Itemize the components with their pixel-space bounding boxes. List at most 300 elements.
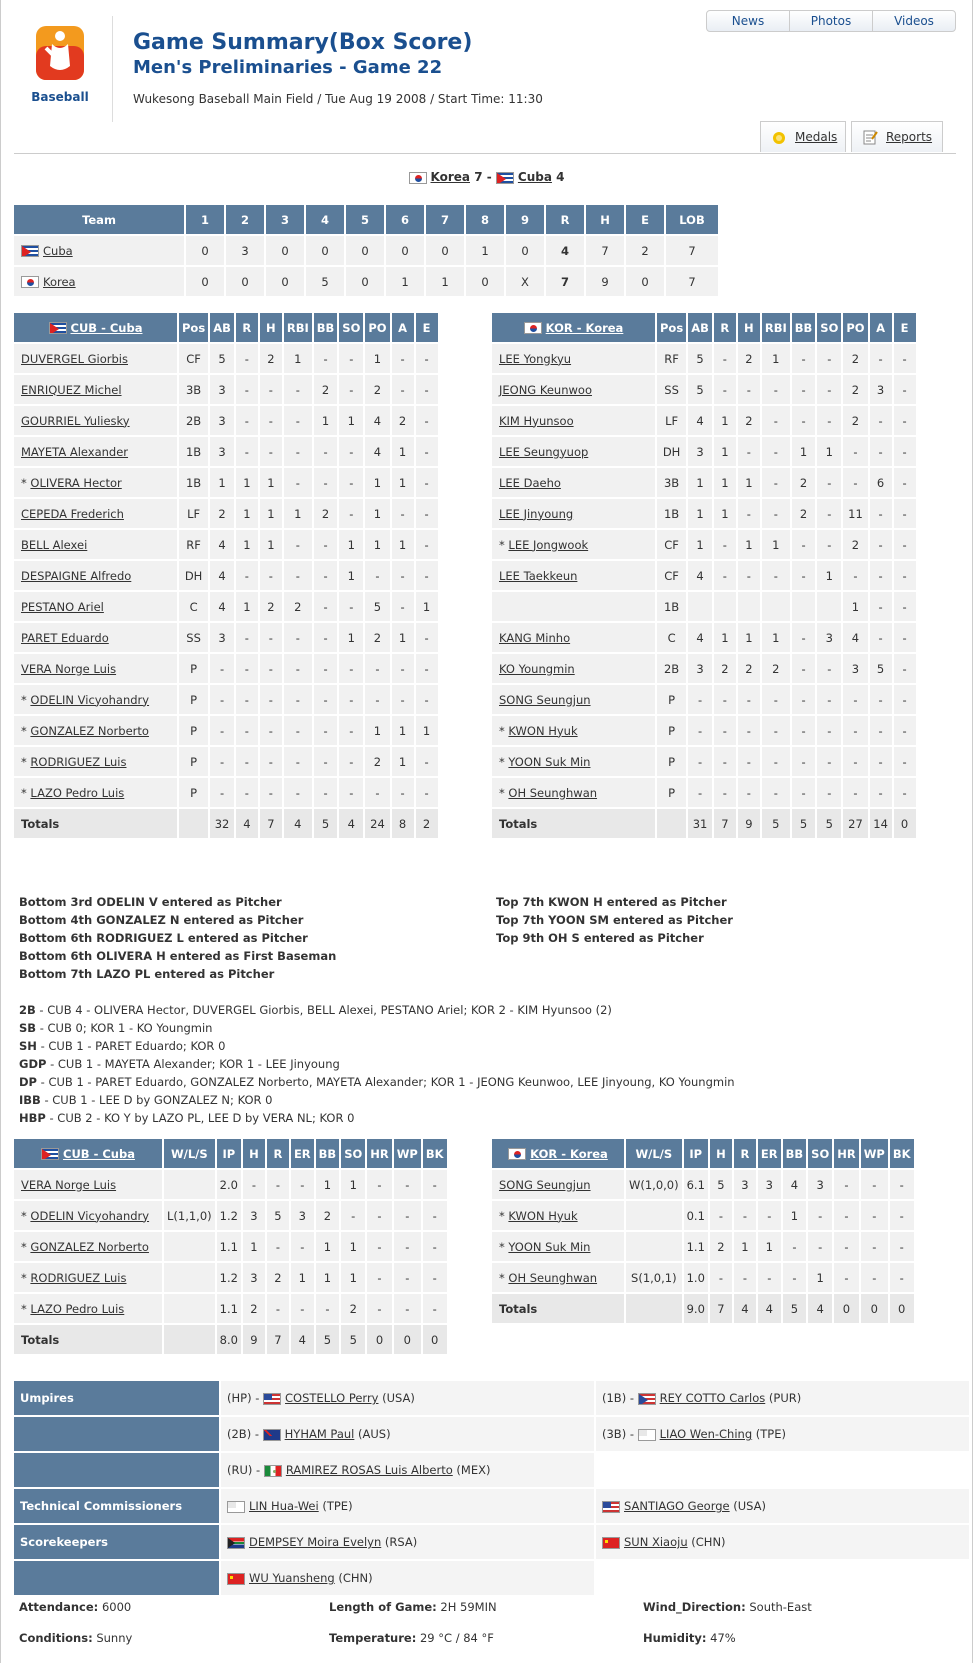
player-link[interactable]: YOON Suk Min: [508, 1239, 591, 1254]
substitution-event: Bottom 3rd ODELIN V entered as Pitcher: [19, 895, 282, 909]
stat-cell: -: [394, 1201, 421, 1230]
stat-cell: -: [738, 716, 760, 745]
tab-reports[interactable]: [851, 121, 943, 152]
stat-cell: 1: [817, 437, 841, 466]
stat-cell: -: [738, 747, 760, 776]
stat-cell: [164, 1263, 215, 1292]
line-score-cell: 1: [386, 267, 424, 296]
totals-cell: 0: [834, 1294, 858, 1323]
stat-cell: 1: [341, 1170, 365, 1199]
officials-role: Umpires: [14, 1381, 219, 1415]
col-header: E: [416, 313, 438, 342]
official-name-link[interactable]: DEMPSEY Moira Evelyn: [249, 1535, 382, 1549]
player-link[interactable]: KWON Hyuk: [508, 1208, 578, 1223]
stat-cell: -: [710, 1263, 732, 1292]
note-value: CUB 0; KOR 1 - KO Youngmin: [47, 1021, 213, 1035]
player-link[interactable]: BELL Alexei: [21, 537, 88, 552]
table-row: [14, 1201, 447, 1230]
official-country: (CHN): [687, 1535, 726, 1549]
official-name-link[interactable]: REY COTTO Carlos: [659, 1391, 766, 1405]
player-link[interactable]: KO Youngmin: [499, 661, 575, 676]
totals-cell: 7: [267, 1325, 289, 1354]
official-name-link[interactable]: SUN Xiaoju: [624, 1535, 688, 1549]
stat-cell: -: [339, 716, 363, 745]
player-cell: [14, 499, 177, 528]
result-team2[interactable]: Cuba: [517, 170, 552, 184]
stat-cell: P: [179, 654, 208, 683]
stat-cell: -: [843, 685, 867, 714]
player-link[interactable]: LEE Daeho: [499, 475, 561, 490]
table-row: [492, 778, 916, 807]
official-country: (TPE): [318, 1499, 353, 1513]
cuba-flag-icon: [496, 172, 514, 184]
player-cell: [14, 747, 177, 776]
player-link[interactable]: GONZALEZ Norberto: [30, 1239, 149, 1254]
stat-cell: -: [870, 685, 892, 714]
result-separator: -: [486, 170, 492, 184]
team-header-link[interactable]: KOR - Korea: [530, 1146, 608, 1161]
stat-cell: P: [179, 685, 208, 714]
player-cell: [492, 499, 655, 528]
player-cell: [492, 716, 655, 745]
player-link[interactable]: YOON Suk Min: [508, 754, 591, 769]
stat-cell: -: [339, 344, 363, 373]
official-name-link[interactable]: WU Yuansheng: [249, 1571, 335, 1585]
stat-cell: -: [341, 1201, 365, 1230]
stat-cell: -: [762, 778, 790, 807]
stat-cell: -: [710, 1201, 732, 1230]
line-score-cell: 0: [626, 267, 664, 296]
stat-cell: 11: [843, 499, 867, 528]
conditions: Conditions: Sunny: [19, 1631, 133, 1645]
player-link[interactable]: PARET Eduardo: [21, 630, 109, 645]
pitching-table-cuba: [12, 1137, 449, 1356]
team-header-link[interactable]: KOR - Korea: [545, 320, 624, 335]
stat-cell: -: [416, 437, 438, 466]
stat-cell: CF: [657, 530, 686, 559]
stat-cell: P: [657, 716, 686, 745]
totals-cell: [179, 809, 208, 838]
stat-cell: 3: [243, 1201, 265, 1230]
line-score-cell: 0: [506, 236, 544, 265]
player-cell: [14, 468, 177, 497]
official-position: (HP) -: [227, 1391, 264, 1405]
table-row: [492, 499, 916, 528]
game-length: Length of Game: 2H 59MIN: [329, 1600, 497, 1614]
official-position: (3B) -: [602, 1427, 638, 1441]
player-link[interactable]: LEE Jinyoung: [499, 506, 574, 521]
stat-cell: 1: [365, 468, 389, 497]
stat-cell: -: [734, 1263, 756, 1292]
totals-row: [492, 1294, 914, 1323]
totals-cell: 7: [714, 809, 736, 838]
table-row: [492, 375, 916, 404]
player-link[interactable]: LEE Jongwook: [508, 537, 589, 552]
official-name-link[interactable]: SANTIAGO George: [624, 1499, 730, 1513]
player-cell: [492, 623, 655, 652]
cuba-flag-icon: [21, 245, 39, 257]
totals-cell: 32: [210, 809, 234, 838]
stat-cell: 2: [738, 654, 760, 683]
team-header: [492, 1139, 624, 1168]
stat-cell: -: [758, 1263, 781, 1292]
stat-cell: 1: [808, 1263, 832, 1292]
stat-cell: 1: [738, 468, 760, 497]
stat-cell: 3: [808, 1170, 832, 1199]
stat-cell: -: [260, 437, 282, 466]
player-link[interactable]: LEE Yongkyu: [499, 351, 572, 366]
substitute-marker: *: [21, 1239, 31, 1254]
line-score-cell: 0: [186, 267, 224, 296]
line-score-cell: 7: [586, 236, 624, 265]
player-link[interactable]: KANG Minho: [499, 630, 571, 645]
stat-cell: 1: [260, 499, 282, 528]
stat-cell: -: [714, 747, 736, 776]
totals-cell: 5: [792, 809, 816, 838]
result-team1[interactable]: Korea: [430, 170, 470, 184]
stat-cell: 3: [291, 1201, 314, 1230]
stat-cell: 2: [792, 499, 816, 528]
stat-cell: 3: [210, 437, 234, 466]
stat-cell: -: [339, 592, 363, 621]
stat-cell: -: [314, 654, 338, 683]
table-row: [14, 1170, 447, 1199]
stat-cell: 5: [267, 1201, 289, 1230]
col-header: SO: [808, 1139, 832, 1168]
stat-cell: -: [834, 1201, 858, 1230]
totals-label: Totals: [14, 809, 177, 838]
totals-cell: 4: [758, 1294, 781, 1323]
stat-cell: -: [339, 778, 363, 807]
stat-cell: -: [861, 1263, 888, 1292]
stat-cell: 1: [392, 747, 414, 776]
table-row: [14, 1294, 447, 1323]
stat-cell: 1: [392, 468, 414, 497]
col-header: BK: [890, 1139, 914, 1168]
totals-cell: 7: [710, 1294, 732, 1323]
stat-cell: -: [423, 1201, 447, 1230]
table-row: [14, 623, 438, 652]
stat-cell: -: [894, 747, 916, 776]
stat-cell: -: [817, 375, 841, 404]
official-name-link[interactable]: LIAO Wen-Ching: [659, 1427, 753, 1441]
totals-cell: 0: [367, 1325, 391, 1354]
line-score-cell: 0: [346, 267, 384, 296]
stat-cell: -: [210, 747, 234, 776]
totals-cell: 4: [236, 809, 258, 838]
player-link[interactable]: PESTANO Ariel: [21, 599, 104, 614]
header: [0, 0, 973, 155]
substitute-marker: *: [499, 723, 509, 738]
table-row: [492, 1201, 914, 1230]
player-cell: [14, 1263, 162, 1292]
col-header: AB: [210, 313, 234, 342]
totals-cell: 24: [365, 809, 389, 838]
stat-cell: -: [416, 468, 438, 497]
stat-cell: -: [843, 561, 867, 590]
substitute-marker: *: [21, 475, 31, 490]
totals-label: Totals: [492, 809, 655, 838]
stat-cell: -: [394, 1263, 421, 1292]
nav-news[interactable]: News: [707, 11, 790, 31]
stat-cell: P: [179, 716, 208, 745]
stat-cell: 2: [762, 654, 790, 683]
totals-cell: 9: [243, 1325, 265, 1354]
player-link[interactable]: LEE Taekkeun: [499, 568, 578, 583]
stat-cell: -: [817, 468, 841, 497]
official-cell: [221, 1381, 594, 1415]
stat-cell: -: [738, 437, 760, 466]
stat-cell: -: [894, 716, 916, 745]
stat-cell: 4: [365, 437, 389, 466]
stat-cell: -: [210, 716, 234, 745]
line-score-col-header: R: [546, 205, 584, 234]
totals-cell: 0: [394, 1325, 421, 1354]
stat-cell: [164, 1294, 215, 1323]
player-link[interactable]: VERA Norge Luis: [21, 1177, 117, 1192]
totals-label: Totals: [492, 1294, 624, 1323]
official-cell: [221, 1453, 594, 1487]
table-row: [492, 1232, 914, 1261]
totals-cell: 2: [416, 809, 438, 838]
player-link[interactable]: KWON Hyuk: [508, 723, 578, 738]
stat-cell: 4: [688, 561, 712, 590]
line-score-cell: 0: [426, 236, 464, 265]
stat-cell: -: [817, 716, 841, 745]
batting-table-korea: [490, 311, 918, 840]
stat-cell: 1B: [657, 592, 686, 621]
line-score-col-header: 8: [466, 205, 504, 234]
stat-cell: -: [870, 747, 892, 776]
stat-cell: 3: [758, 1170, 781, 1199]
col-header: RBI: [762, 313, 790, 342]
stat-cell: 4: [783, 1170, 807, 1199]
stat-cell: -: [714, 344, 736, 373]
stat-cell: -: [260, 623, 282, 652]
stat-cell: -: [367, 1170, 391, 1199]
header-rule: [14, 153, 956, 154]
stat-cell: 1.2: [217, 1263, 241, 1292]
line-score-cell: X: [506, 267, 544, 296]
stat-cell: -: [834, 1232, 858, 1261]
officials-table: [12, 1379, 971, 1597]
player-link[interactable]: DUVERGEL Giorbis: [21, 351, 128, 366]
stat-cell: -: [783, 1232, 807, 1261]
player-link[interactable]: SONG Seungjun: [499, 1177, 591, 1192]
substitution-event: Top 7th YOON SM entered as Pitcher: [496, 913, 733, 927]
table-row: [14, 778, 438, 807]
player-link[interactable]: ODELIN Vicyohandry: [30, 692, 150, 707]
stat-cell: 1: [416, 592, 438, 621]
officials-row: [14, 1381, 969, 1415]
stat-cell: 1.0: [684, 1263, 708, 1292]
player-link[interactable]: DESPAIGNE Alfredo: [21, 568, 132, 583]
player-link[interactable]: OH Seunghwan: [508, 1270, 598, 1285]
player-cell: [14, 1170, 162, 1199]
stat-cell: -: [236, 437, 258, 466]
officials-empty: [596, 1453, 969, 1487]
player-cell: [14, 344, 177, 373]
col-header: WP: [394, 1139, 421, 1168]
stat-cell: -: [423, 1232, 447, 1261]
substitute-marker: *: [21, 785, 31, 800]
stat-cell: 1: [734, 1232, 756, 1261]
team-link[interactable]: Korea: [43, 274, 76, 289]
stat-cell: 3: [210, 623, 234, 652]
stat-cell: [792, 592, 816, 621]
player-link[interactable]: LEE Seungyuop: [499, 444, 589, 459]
line-score-col-header: E: [626, 205, 664, 234]
stat-cell: 2: [260, 592, 282, 621]
team-header-link[interactable]: CUB - Cuba: [63, 1146, 135, 1161]
player-link[interactable]: ENRIQUEZ Michel: [21, 382, 122, 397]
stat-cell: -: [260, 406, 282, 435]
stat-cell: -: [236, 344, 258, 373]
player-cell: [492, 344, 655, 373]
team-link[interactable]: Cuba: [43, 243, 73, 258]
stat-cell: -: [339, 747, 363, 776]
tab-medals[interactable]: [760, 121, 846, 152]
stat-cell: -: [762, 437, 790, 466]
line-score-cell: 0: [386, 236, 424, 265]
cuba-flag-icon: [41, 1148, 59, 1160]
col-header: RBI: [284, 313, 312, 342]
stat-cell: 2: [316, 1201, 340, 1230]
player-cell: [14, 1201, 162, 1230]
player-link[interactable]: JEONG Keunwoo: [499, 382, 592, 397]
line-score-col-header: 3: [266, 205, 304, 234]
officials-role: [14, 1561, 219, 1595]
player-link[interactable]: GONZALEZ Norberto: [30, 723, 149, 738]
table-row: [14, 468, 438, 497]
totals-cell: 9: [738, 809, 760, 838]
player-link[interactable]: CEPEDA Frederich: [21, 506, 124, 521]
stat-cell: -: [416, 654, 438, 683]
player-link[interactable]: KIM Hyunsoo: [499, 413, 574, 428]
totals-cell: 0: [861, 1294, 888, 1323]
stat-cell: -: [894, 375, 916, 404]
stat-cell: -: [236, 747, 258, 776]
player-cell: [492, 561, 655, 590]
official-cell: [221, 1525, 594, 1559]
table-row: [14, 499, 438, 528]
official-name-link[interactable]: COSTELLO Perry: [285, 1391, 379, 1405]
note-value: CUB 1 - PARET Eduardo; KOR 0: [48, 1039, 226, 1053]
nav-videos[interactable]: Videos: [894, 14, 934, 28]
stat-cell: 1: [762, 344, 790, 373]
official-position: (2B) -: [227, 1427, 263, 1441]
team-header-link[interactable]: CUB - Cuba: [70, 320, 143, 335]
official-name-link[interactable]: HYHAM Paul: [284, 1427, 355, 1441]
stat-cell: 1: [416, 716, 438, 745]
totals-cell: 4: [339, 809, 363, 838]
player-link[interactable]: MAYETA Alexander: [21, 444, 129, 459]
stat-cell: -: [762, 716, 790, 745]
table-row: [14, 344, 438, 373]
stat-cell: -: [236, 375, 258, 404]
totals-cell: 8: [392, 809, 414, 838]
stat-cell: 3: [843, 654, 867, 683]
stat-cell: -: [738, 685, 760, 714]
col-header: ER: [291, 1139, 314, 1168]
korea-flag-icon: [409, 172, 427, 184]
officials-row: [14, 1525, 969, 1559]
stat-cell: -: [260, 654, 282, 683]
line-score-col-header: 7: [426, 205, 464, 234]
stat-cell: 1B: [657, 499, 686, 528]
totals-cell: 0: [890, 1294, 914, 1323]
nav-photos[interactable]: Photos: [790, 11, 873, 31]
player-link[interactable]: GOURRIEL Yuliesky: [21, 413, 130, 428]
player-link[interactable]: SONG Seungjun: [499, 692, 591, 707]
stat-cell: 1: [236, 499, 258, 528]
stat-cell: -: [688, 716, 712, 745]
player-link[interactable]: LAZO Pedro Luis: [30, 785, 125, 800]
country-flag-icon: [638, 1429, 656, 1441]
player-link[interactable]: ODELIN Vicyohandry: [30, 1208, 150, 1223]
totals-cell: 5: [817, 809, 841, 838]
stat-cell: 1: [284, 499, 312, 528]
country-flag-icon: [227, 1501, 245, 1513]
player-link[interactable]: RODRIGUEZ Luis: [30, 754, 127, 769]
stat-cell: -: [792, 747, 816, 776]
stat-cell: -: [394, 1232, 421, 1261]
player-cell: [492, 1201, 624, 1230]
team-cell: [14, 236, 184, 265]
substitutions-cuba: [19, 893, 336, 983]
player-cell: [492, 375, 655, 404]
line-score-cell: 4: [546, 236, 584, 265]
line-score-cell: 0: [266, 236, 304, 265]
player-link[interactable]: OLIVERA Hector: [30, 475, 122, 490]
stat-cell: 2: [843, 375, 867, 404]
stat-cell: 1: [392, 530, 414, 559]
stat-cell: 1: [243, 1232, 265, 1261]
wind-direction: Wind_Direction: South-East: [643, 1600, 812, 1614]
col-header: W/L/S: [626, 1139, 682, 1168]
korea-flag-icon: [524, 322, 542, 334]
stat-cell: 2: [284, 592, 312, 621]
stat-cell: P: [179, 747, 208, 776]
stat-cell: -: [870, 499, 892, 528]
player-link[interactable]: VERA Norge Luis: [21, 661, 117, 676]
table-row: [492, 716, 916, 745]
stat-cell: 4: [210, 530, 234, 559]
player-cell: [14, 406, 177, 435]
stat-cell: 2: [365, 623, 389, 652]
stat-cell: 2: [365, 375, 389, 404]
totals-cell: 5: [316, 1325, 340, 1354]
col-header: PO: [843, 313, 867, 342]
stat-cell: 1: [714, 468, 736, 497]
official-name-link[interactable]: LIN Hua-Wei: [249, 1499, 319, 1513]
officials-role: [14, 1417, 219, 1451]
official-name-link[interactable]: RAMIREZ ROSAS Luis Alberto: [285, 1463, 453, 1477]
player-link[interactable]: OH Seunghwan: [508, 785, 598, 800]
table-header: [492, 1139, 914, 1168]
stat-cell: -: [423, 1263, 447, 1292]
stat-cell: -: [314, 685, 338, 714]
player-link[interactable]: LAZO Pedro Luis: [30, 1301, 125, 1316]
player-cell: [492, 1263, 624, 1292]
stat-cell: -: [236, 778, 258, 807]
stat-cell: -: [416, 499, 438, 528]
totals-cell: 7: [260, 809, 282, 838]
table-row: [14, 1263, 447, 1292]
line-score-header: [14, 205, 718, 234]
player-link[interactable]: RODRIGUEZ Luis: [30, 1270, 127, 1285]
header-divider: [112, 16, 113, 122]
